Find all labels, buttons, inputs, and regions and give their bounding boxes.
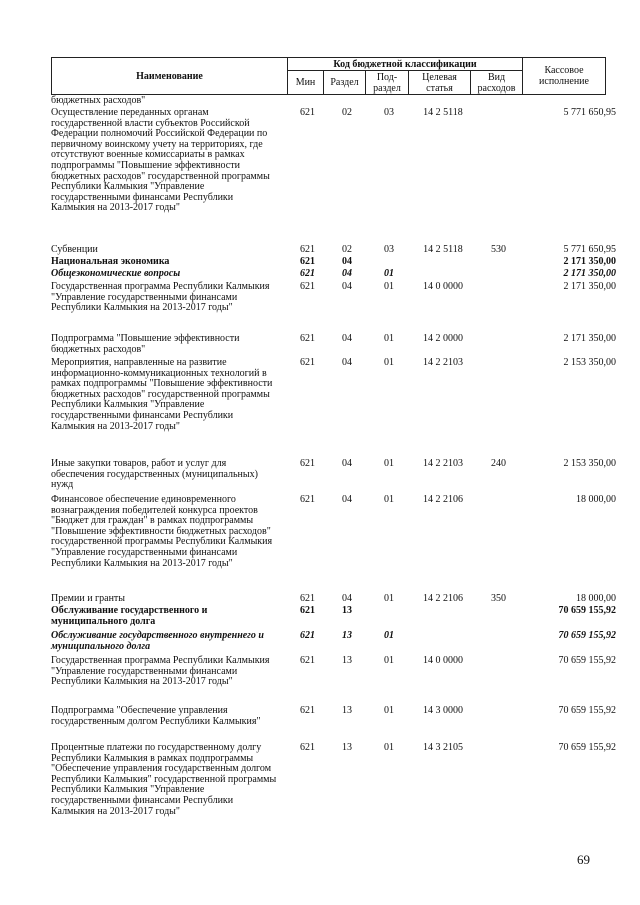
row-amount: 18 000,00 (576, 494, 616, 505)
row-min: 621 (300, 458, 315, 469)
page-number: 69 (577, 852, 590, 867)
row-razdel: 04 (342, 593, 352, 604)
row-razdel: 04 (342, 357, 352, 368)
row-amount: 70 659 155,92 (558, 705, 616, 716)
header-celevaya: Целевая статья (422, 71, 457, 94)
row-razdel: 13 (342, 605, 352, 616)
row-razdel: 13 (342, 705, 352, 716)
row-name: Финансовое обеспечение единовременного вознаграждения победителей конкурса проектов "Бюджет для граждан" в рамках подпрограммы "Повышение эффективности бюджетных расходов" государственной программы Республики Калмыкия "Управление государственными финансами Республики Калмыкия на 2013-2017 годы" (51, 494, 273, 569)
row-min: 621 (300, 281, 315, 292)
row-amount: 18 000,00 (576, 593, 616, 604)
row-vid: 530 (491, 244, 506, 255)
row-min: 621 (300, 655, 315, 666)
row-celevaya: 14 2 5118 (423, 244, 463, 255)
row-podrazdel: 01 (384, 333, 394, 344)
row-celevaya: 14 3 0000 (423, 705, 463, 716)
row-razdel: 13 (342, 655, 352, 666)
row-amount: 70 659 155,92 (558, 655, 616, 666)
row-name: Подпрограмма "Обеспечение управления государственным долгом Республики Калмыкия" (51, 705, 261, 727)
row-min: 621 (300, 256, 315, 267)
row-name: Общеэкономические вопросы (51, 268, 181, 279)
row-podrazdel: 01 (384, 593, 394, 604)
row-amount: 5 771 650,95 (563, 107, 616, 118)
row-podrazdel: 01 (384, 630, 394, 641)
row-amount: 2 171 350,00 (563, 281, 616, 292)
row-podrazdel: 03 (384, 244, 394, 255)
row-min: 621 (300, 593, 315, 604)
row-name: Государственная программа Республики Калмыкия "Управление государственными финансами Республики Калмыкия на 2013-2017 годы" (51, 281, 270, 314)
row-podrazdel: 01 (384, 705, 394, 716)
row-podrazdel: 03 (384, 107, 394, 118)
row-celevaya: 14 2 2106 (423, 494, 463, 505)
row-celevaya: 14 3 2105 (423, 742, 463, 753)
row-amount: 70 659 155,92 (558, 742, 616, 753)
row-amount: 2 153 350,00 (563, 357, 616, 368)
row-name: Иные закупки товаров, работ и услуг для обеспечения государственных (муниципальных) нужд (51, 458, 258, 491)
row-razdel: 13 (342, 742, 352, 753)
row-podrazdel: 01 (384, 281, 394, 292)
row-name: Обслуживание государственного и муниципального долга (51, 605, 208, 627)
row-min: 621 (300, 244, 315, 255)
header-vid: Вид расходов (477, 71, 516, 94)
row-podrazdel: 01 (384, 655, 394, 666)
row-podrazdel: 01 (384, 494, 394, 505)
row-celevaya: 14 2 5118 (423, 107, 463, 118)
row-amount: 70 659 155,92 (558, 605, 616, 616)
row-vid: 350 (491, 593, 506, 604)
row-min: 621 (300, 494, 315, 505)
row-amount: 2 171 350,00 (563, 256, 616, 267)
row-razdel: 04 (342, 268, 352, 279)
row-amount: 2 153 350,00 (563, 458, 616, 469)
header-kbk-group: Код бюджетной классификации (333, 58, 477, 70)
row-name: Субвенции (51, 244, 98, 255)
row-razdel: 04 (342, 256, 352, 267)
header-name: Наименование (136, 70, 203, 82)
row-celevaya: 14 0 0000 (423, 281, 463, 292)
row-celevaya: 14 2 2106 (423, 593, 463, 604)
row-name: бюджетных расходов" (51, 95, 146, 106)
row-podrazdel: 01 (384, 458, 394, 469)
row-razdel: 04 (342, 333, 352, 344)
row-amount: 2 171 350,00 (563, 333, 616, 344)
table-header (51, 57, 606, 95)
header-min: Мин (295, 77, 316, 88)
row-min: 621 (300, 705, 315, 716)
row-razdel: 04 (342, 281, 352, 292)
row-min: 621 (300, 605, 315, 616)
row-min: 621 (300, 333, 315, 344)
row-razdel: 04 (342, 494, 352, 505)
row-razdel: 02 (342, 244, 352, 255)
row-min: 621 (300, 742, 315, 753)
row-min: 621 (300, 357, 315, 368)
row-celevaya: 14 2 2103 (423, 458, 463, 469)
row-min: 621 (300, 107, 315, 118)
header-razdel: Раздел (330, 77, 359, 88)
row-vid: 240 (491, 458, 506, 469)
row-name: Премии и гранты (51, 593, 126, 604)
row-amount: 70 659 155,92 (558, 630, 616, 641)
row-name: Осуществление переданных органам государственной власти субъектов Российской Федерации полномочий Российской Федерации по первичному воинскому учету на территориях, где отсутствуют военные комиссариаты в рамках подпрограммы "Повышение эффективности бюджетных расходов" государственной программы Республики Калмыкия "Управление государственными финансами Республики Калмыкия на 2013-2017 годы" (51, 107, 270, 214)
row-name: Процентные платежи по государственному долгу Республики Калмыкия в рамках подпрограммы "Обеспечение управления государственным долгом Республики Калмыкия" государственной программы Республики Калмыкия "Управление государственными финансами Республики Калмыкия на 2013-2017 годы" (51, 742, 277, 817)
row-razdel: 13 (342, 630, 352, 641)
row-min: 621 (300, 268, 315, 279)
row-amount: 2 171 350,00 (563, 268, 616, 279)
row-amount: 5 771 650,95 (563, 244, 616, 255)
row-min: 621 (300, 630, 315, 641)
row-name: Мероприятия, направленные на развитие информационно-коммуникационных технологий в рамках подпрограммы "Повышение эффективности бюджетных расходов" государственной программы Республики Калмыкия "Управление государственными финансами Республики Калмыкия на 2013-2017 годы" (51, 357, 273, 432)
row-name: Обслуживание государственного внутреннего и муниципального долга (51, 630, 264, 652)
row-razdel: 04 (342, 458, 352, 469)
row-name: Подпрограмма "Повышение эффективности бюджетных расходов" (51, 333, 240, 355)
header-podrazdel: Под- раздел (373, 71, 401, 94)
row-podrazdel: 01 (384, 357, 394, 368)
row-celevaya: 14 2 2103 (423, 357, 463, 368)
row-name: Национальная экономика (51, 256, 170, 267)
row-celevaya: 14 0 0000 (423, 655, 463, 666)
row-razdel: 02 (342, 107, 352, 118)
row-celevaya: 14 2 0000 (423, 333, 463, 344)
row-podrazdel: 01 (384, 268, 394, 279)
row-podrazdel: 01 (384, 742, 394, 753)
row-name: Государственная программа Республики Калмыкия "Управление государственными финансами Республики Калмыкия на 2013-2017 годы" (51, 655, 270, 688)
header-kassovoe: Кассовое исполнение (539, 65, 589, 87)
